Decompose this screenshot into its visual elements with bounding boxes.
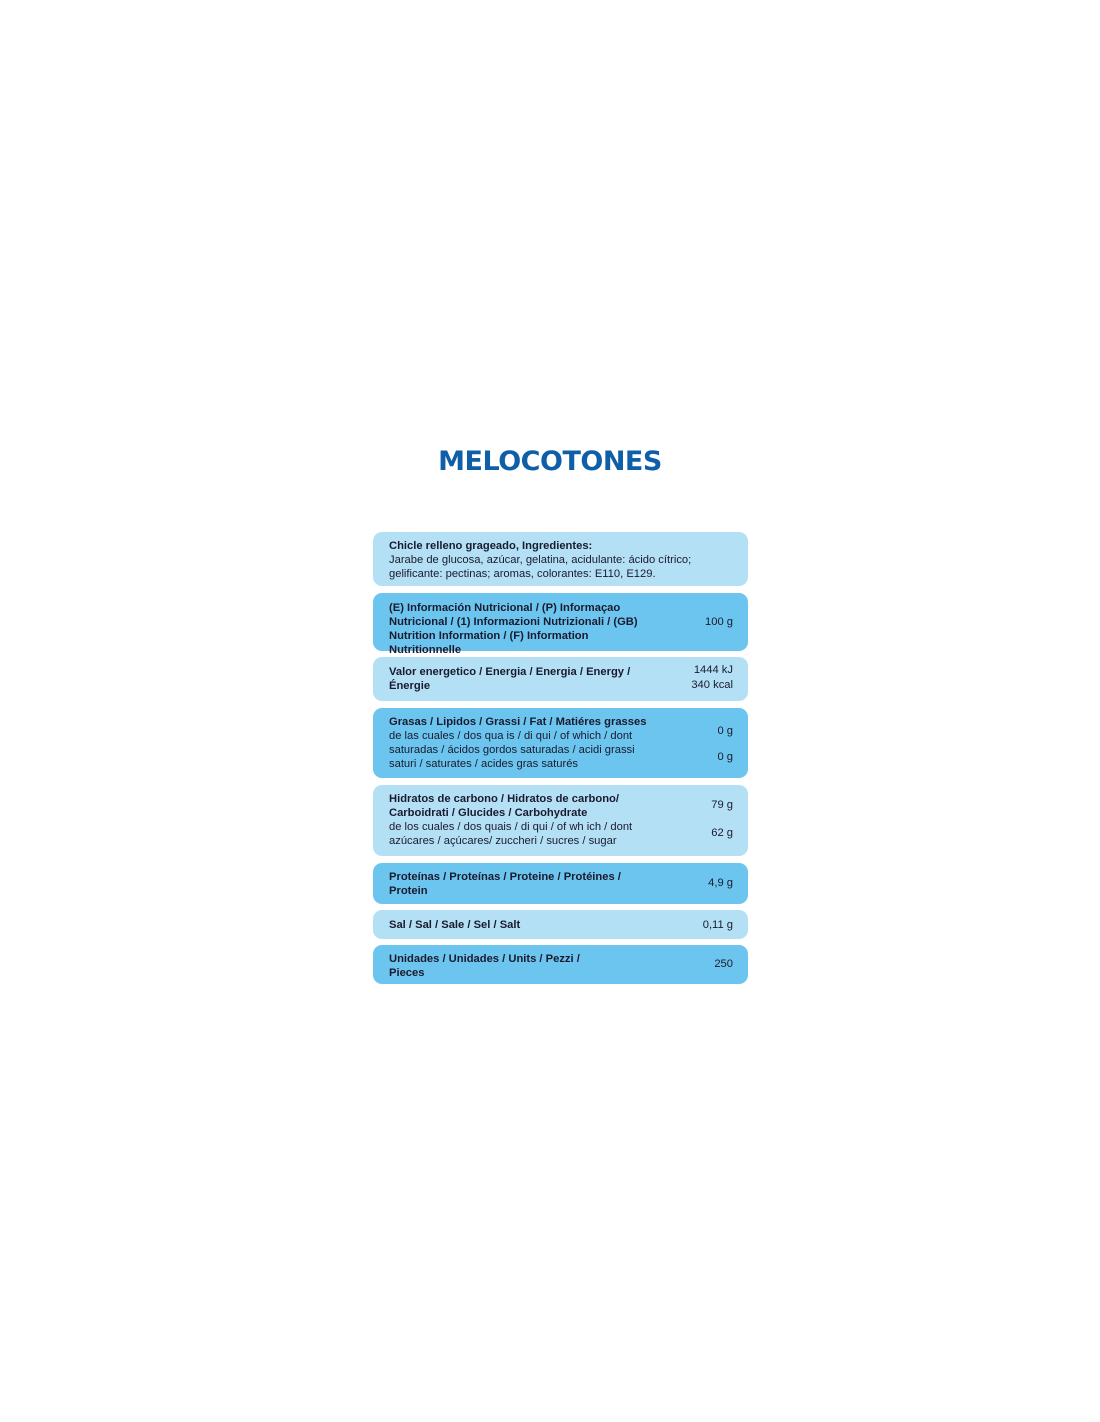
nutrition-header-value: 100 g bbox=[705, 616, 733, 628]
protein-label: Proteínas / Proteínas / Proteine / Protéines / Protein bbox=[389, 871, 621, 897]
salt-panel bbox=[373, 910, 748, 939]
protein-value: 4,9 g bbox=[708, 877, 733, 889]
ingredients-heading: Chicle relleno grageado, Ingredientes: bbox=[389, 540, 593, 552]
energy-label: Valor energetico / Energia / Energia / Energy / Énergie bbox=[389, 666, 631, 692]
fats-sub-value: 0 g bbox=[717, 751, 733, 763]
fats-panel bbox=[373, 708, 748, 778]
nutrition-header-label: (E) Información Nutricional / (P) Informaçao Nutricional / (1) Informazioni Nutrizionali / (GB) Nutrition Information / (F) Information Nutritionnelle bbox=[389, 602, 638, 656]
salt-label: Sal / Sal / Sale / Sel / Salt bbox=[389, 919, 521, 931]
carbs-sub-value: 62 g bbox=[711, 827, 733, 839]
energy-kj: 1444 kJ bbox=[693, 664, 733, 676]
fats-label: Grasas / Lipidos / Grassi / Fat / Matiéres grasses bbox=[389, 716, 647, 728]
ingredients-text: Jarabe de glucosa, azúcar, gelatina, acidulante: ácido cítrico; gelificante: pectinas; aromas, colorantes: E110, E129. bbox=[389, 554, 692, 580]
fats-value: 0 g bbox=[717, 725, 733, 737]
carbs-value: 79 g bbox=[711, 799, 733, 811]
carbs-sub-label: de los cuales / dos quais / di qui / of wh ich / dont azúcares / açúcares/ zuccheri / sucres / sugar bbox=[389, 821, 633, 847]
units-value: 250 bbox=[714, 958, 733, 970]
carbs-panel bbox=[373, 785, 748, 856]
product-title: MELOCOTONES bbox=[438, 446, 662, 477]
units-panel bbox=[373, 945, 748, 984]
nutrition-header-panel bbox=[373, 593, 748, 656]
carbs-label: Hidratos de carbono / Hidratos de carbono/ Carboidrati / Glucides / Carbohydrate bbox=[389, 793, 619, 819]
units-label: Unidades / Unidades / Units / Pezzi / Pieces bbox=[389, 953, 580, 979]
fats-sub-label: de las cuales / dos qua is / di qui / of which / dont saturadas / ácidos gordos saturadas / acidi grassi saturi / saturates / acides gras saturés bbox=[389, 730, 635, 770]
energy-kcal: 340 kcal bbox=[691, 679, 733, 691]
energy-panel bbox=[373, 657, 748, 701]
protein-panel bbox=[373, 863, 748, 904]
ingredients-panel bbox=[373, 532, 748, 586]
salt-value: 0,11 g bbox=[702, 919, 733, 931]
